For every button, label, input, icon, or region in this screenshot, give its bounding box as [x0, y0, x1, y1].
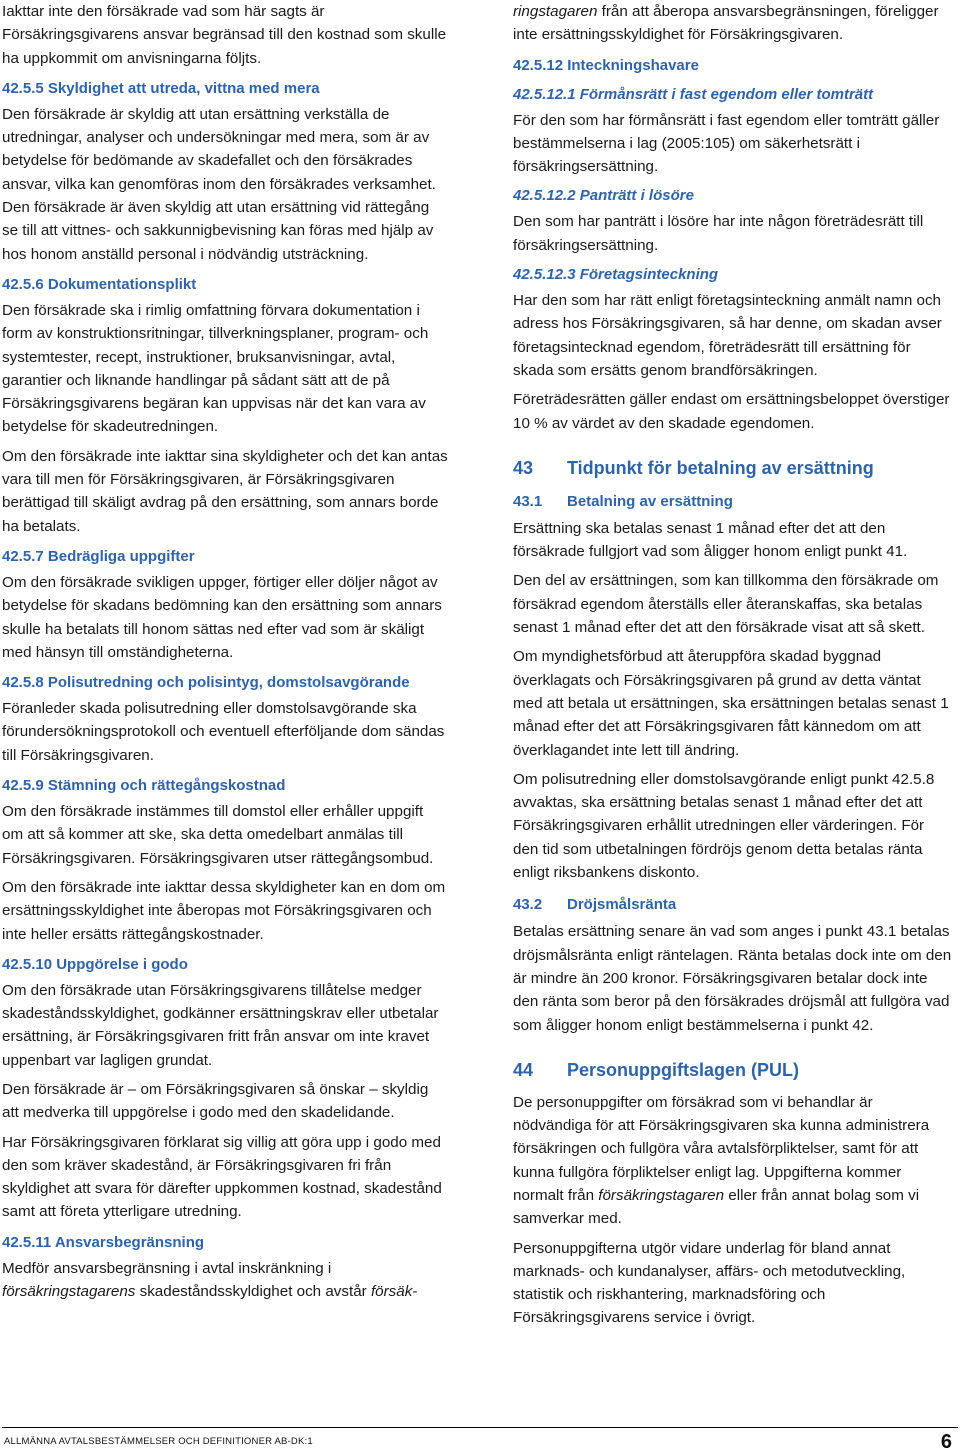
paragraph: Den försäkrade är – om Försäkringsgivaren så önskar – skyldig att medverka till uppgörelse i godo med den skadelidande. [2, 1080, 429, 1122]
section-heading-42-5-9: 42.5.9 Stämning och rättegångskostnad [2, 777, 286, 795]
paragraph: Företrädesrätten gäller endast om ersättningsbeloppet överstiger 10 % av värdet av den skadade egendomen. [513, 391, 950, 432]
paragraph: Om den försäkrade inte iakttar dessa skyldigheter kan en dom om ersättningsskyldighet inte åberopas mot Försäkringsgivaren och inte heller ersätts rättegångskostnader. [2, 878, 446, 943]
paragraph: Om den försäkrade svikligen uppger, förtiger eller döljer något av betydelse för skadans bedömning kan den ersättning som annars skulle ha betalats till honom sättas ned efter vad som är skäligt med hänsyn till omständigheterna. [2, 573, 442, 661]
paragraph: Den försäkrade ska i rimlig omfattning förvara dokumentation i form av konstruktionsritningar, tillverkningsplaner, program- och systemtester, recept, instruktioner, bruksanvisningar, avtal, garantier och liknande handlingar på sådant sätt att de på Försäkringsgivarens begäran kan uppvisas när det kan vara av betydelse för skadeutredningen. [2, 301, 429, 436]
paragraph: Om den försäkrade inte iakttar sina skyldigheter och det kan antas vara till men för Försäkringsgivaren, är Försäkringsgivaren berättigad till skäligt avdrag på den ersättning, som annars borde ha betalats. [2, 447, 448, 535]
paragraph: Betalas ersättning senare än vad som anges i punkt 43.1 betalas dröjsmålsränta enligt räntelagen. Ränta betalas dock inte om den är mindre än 200 kronor. Försäkringsgivaren betalar dock inte den ränta som beror på den försäkrades dröjsmål att fullgöra vad som åligger honom enligt bestämmelserna i punkt 42. [513, 923, 952, 1034]
section-heading-42-5-12-3: 42.5.12.3 Företagsinteckning [513, 266, 719, 284]
section-heading-42-5-12-2: 42.5.12.2 Panträtt i lösöre [513, 187, 694, 205]
paragraph: Den försäkrade är skyldig att utan ersättning verkställa de utredningar, analyser och undersökningar med mera, som är av betydelse för bedömande av skadefallet och den försäkrades ansvar, vilka kan genomföras inom den försäkrades verksamhet. Den försäkrade är även skyldig att utan ersättning vid rättegång se till att vittnes- och sakkunnigbevisning kan föras med hjälp av hos honom anställd personal i nödvändig utsträckning. [2, 105, 436, 263]
section-heading-43: 43 Tidpunkt för betalning av ersättning [513, 457, 874, 478]
paragraph: Den del av ersättningen, som kan tillkomma den försäkrade om försäkrad egendom återställs eller återanskaffas, ska betalas senast 1 månad efter det att den försäkrade visat att så skett. [513, 572, 939, 637]
footer-document-title: ALLMÄNNA AVTALSBESTÄMMELSER OCH DEFINITIONER AB-DK:1 [4, 1436, 313, 1447]
paragraph: Har den som har rätt enligt företagsinteckning anmält namn och adress hos Försäkringsgivaren, så har denne, om skadan avser företagsintecknad egendom, företrädesrätt till ersättning för skada som ersätts genom brandförsäkringen. [513, 292, 942, 379]
section-heading-42-5-12-1: 42.5.12.1 Förmånsrätt i fast egendom eller tomträtt [513, 85, 874, 103]
section-heading-43-1: 43.1 Betalning av ersättning [513, 492, 733, 510]
paragraph: Medför ansvarsbegränsning i avtal inskränkning i försäkringstagarens skadeståndsskyldighet och avstår försäk- [2, 1259, 418, 1301]
section-heading-43-2: 43.2 Dröjsmålsränta [513, 896, 677, 914]
paragraph: Har Försäkringsgivaren förklarat sig villig att göra upp i godo med den som kräver skadestånd, är Försäkringsgivaren fri från skyldighet att svara för därefter uppkommen kostnad, skadestånd samt att företa ytterligare utredning. [2, 1133, 442, 1221]
section-heading-42-5-11: 42.5.11 Ansvarsbegränsning [2, 1233, 205, 1251]
page-number: 6 [940, 1431, 952, 1453]
paragraph: Om den försäkrade utan Försäkringsgivarens tillåtelse medger skadeståndsskyldighet, godkänner ersättningskrav eller utbetalar ersättning, är Försäkringsgivaren fritt från ansvar om inte kravet uppenbart var lagligen grundat. [2, 981, 439, 1069]
section-heading-42-5-6: 42.5.6 Dokumentationsplikt [2, 275, 197, 293]
section-heading-42-5-8: 42.5.8 Polisutredning och polisintyg, domstolsavgörande [2, 674, 410, 692]
left-column [2, 0, 448, 1309]
paragraph: Föranleder skada polisutredning eller domstolsavgörande ska förundersökningsprotokoll och eventuell efterföljande dom sändas till Försäkringsgivaren. [2, 700, 445, 764]
section-heading-42-5-7: 42.5.7 Bedrägliga uppgifter [2, 547, 195, 565]
paragraph: Den som har panträtt i lösöre har inte någon företrädesrätt till försäkringsersättning. [513, 213, 924, 254]
paragraph: De personuppgifter om försäkrad som vi behandlar är nödvändiga för att Försäkringsgivaren ska kunna administrera försäkringen och fullgöra våra avtalsförpliktelser, samt för att kunna fullgöra förpliktelser enligt lag. Uppgifterna kommer normalt från försäkringstagaren eller från annat bolag som vi samverkar med. [513, 1093, 930, 1228]
paragraph: ringstagaren från att åberopa ansvarsbegränsningen, föreligger inte ersättningsskyldighet för Försäkringsgivaren. [513, 3, 939, 44]
paragraph: Om den försäkrade instämmes till domstol eller erhåller uppgift om att så kommer att ske, ska detta omedelbart anmälas till Försäkringsgivaren. Försäkringsgivaren utser rättegångsombud. [2, 803, 434, 867]
footer-divider [2, 1427, 958, 1428]
right-column [513, 0, 953, 1336]
paragraph: Om myndighetsförbud att återuppföra skadad byggnad överklagats och Försäkringsgivaren på grund av detta väntat med att betala ut ersättningen, ska ersättningen betalas senast 1 månad efter det att Försäkringsgivaren fått kännedom om att överklagandet inte lett till ändring. [513, 648, 949, 759]
paragraph: För den som har förmånsrätt i fast egendom eller tomträtt gäller bestämmelserna i lag (2005:105) om säkerhetsrätt i försäkringsersättning. [513, 111, 940, 176]
section-heading-42-5-12: 42.5.12 Inteckningshavare [513, 56, 699, 74]
paragraph: Personuppgifterna utgör vidare underlag för bland annat marknads- och kundanalyser, affärs- och metodutveckling, statistik och riskhantering, marknadsföring och Försäkringsgivarens service i övrigt. [513, 1239, 906, 1327]
paragraph: Om polisutredning eller domstolsavgörande enligt punkt 42.5.8 avvaktas, ska ersättning betalas senast 1 månad efter det att Försäkringsgivaren erhållit utredningen eller värderingen. För den tid som utbetalningen fördröjs genom detta betalas ränta enligt riksbankens diskonto. [513, 770, 935, 882]
paragraph: Iakttar inte den försäkrade vad som här sagts är Försäkringsgivarens ansvar begränsad till den kostnad som skulle ha uppkommit om anvisningarna följts. [2, 3, 447, 67]
paragraph: Ersättning ska betalas senast 1 månad efter det att den försäkrade fullgjort vad som åligger honom enligt punkt 41. [513, 519, 908, 561]
section-heading-44: 44 Personuppgiftslagen (PUL) [513, 1059, 800, 1080]
section-heading-42-5-5: 42.5.5 Skyldighet att utreda, vittna med mera [2, 79, 320, 97]
section-heading-42-5-10: 42.5.10 Uppgörelse i godo [2, 955, 188, 973]
